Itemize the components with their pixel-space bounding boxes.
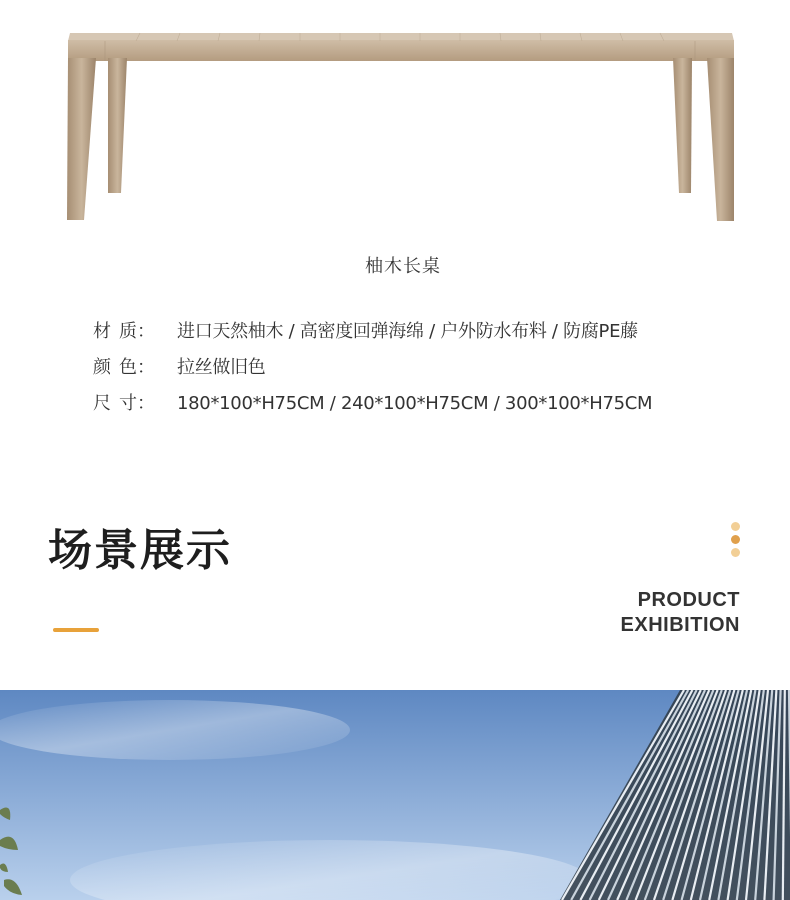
dot-bottom	[731, 548, 740, 557]
spec-label: 材 质	[93, 321, 137, 342]
product-caption: 柚木长桌	[365, 256, 441, 277]
table-leg-back-left	[108, 58, 127, 193]
spec-row-size	[93, 389, 652, 425]
subtitle-line-exhibition: EXHIBITION	[620, 614, 740, 636]
section-subtitle	[621, 588, 740, 638]
accent-underline	[53, 628, 99, 632]
table-apron	[68, 40, 734, 61]
section-title: 场景展示	[48, 525, 232, 576]
spec-colon: ：	[137, 393, 155, 414]
three-dots-icon	[731, 522, 741, 558]
spec-value-size: 180*100*H75CM / 240*100*H75CM / 300*100*H75CM	[177, 393, 653, 414]
table-leg-front-right	[707, 58, 734, 221]
spec-label: 尺 寸	[93, 393, 137, 414]
spec-colon: ：	[137, 357, 155, 378]
teak-table-image	[0, 0, 790, 240]
spec-value-color: 拉丝做旧色	[177, 357, 266, 378]
dot-top	[731, 522, 740, 531]
table-leg-front-left	[67, 58, 96, 220]
spec-value-material: 进口天然柚木 / 高密度回弹海绵 / 户外防水布料 / 防腐PE藤	[177, 321, 638, 342]
spec-list	[93, 317, 652, 425]
spec-label: 颜 色	[93, 357, 137, 378]
outdoor-scene-photo	[0, 690, 790, 900]
spec-row-color	[93, 353, 652, 389]
subtitle-line-product: PRODUCT	[637, 589, 740, 611]
table-top-surface	[68, 33, 734, 41]
dot-middle	[731, 535, 740, 544]
spec-colon: ：	[137, 321, 155, 342]
spec-row-material	[93, 317, 652, 353]
table-leg-back-right	[673, 58, 692, 193]
cloud	[0, 700, 350, 760]
